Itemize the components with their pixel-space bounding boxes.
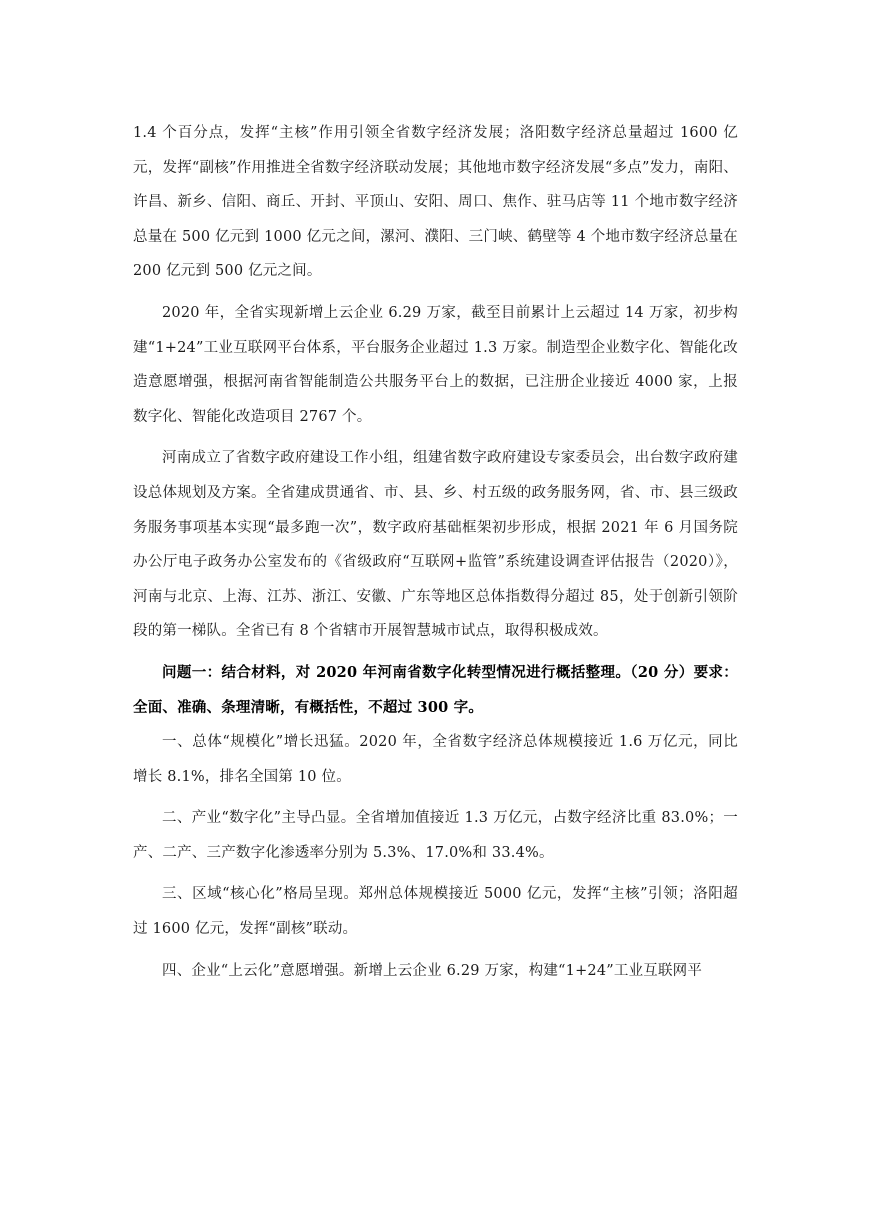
answer-point-4: 四、企业“上云化”意愿增强。新增上云企业 6.29 万家，构建“1+24”工业互联网平 (162, 962, 703, 979)
answer-point-1: 一、总体“规模化”增长迅猛。2020 年，全省数字经济总体规模接近 1.6 万亿元，同比增长 8.1%，排名全国第 10 位。 (133, 734, 738, 785)
paragraph-digital-economy-cities: 1.4 个百分点，发挥“主核”作用引领全省数字经济发展；洛阳数字经济总量超过 1600 亿元，发挥“副核”作用推进全省数字经济联动发展；其他地市数字经济发展“多点”发力，南阳、许昌、新乡、信阳、商丘、开封、平顶山、安阳、周口、焦作、驻马店等 11 个地市数字经济总量在 500 亿元到 1000 亿元之间，漯河、濮阳、三门峡、鹤壁等 4 个地市数字经济总量在 200 亿元到 500 亿元之间。 (133, 125, 738, 280)
question-one: 问题一：结合材料，对 2020 年河南省数字化转型情况进行概括整理。（20 分）要求：全面、准确、条理清晰，有概括性，不超过 300 字。 (133, 663, 738, 716)
answer-point-2: 二、产业“数字化”主导凸显。全省增加值接近 1.3 万亿元，占数字经济比重 83.0%；一产、二产、三产数字化渗透率分别为 5.3%、17.0%和 33.4%。 (133, 810, 738, 861)
answer-point-3: 三、区域“核心化”格局呈现。郑州总体规模接近 5000 亿元，发挥“主核”引领；洛阳超过 1600 亿元，发挥“副核”联动。 (133, 886, 738, 938)
document-body (133, 116, 738, 988)
paragraph-cloud-enterprises: 2020 年，全省实现新增上云企业 6.29 万家，截至目前累计上云超过 14 万家，初步构建“1+24”工业互联网平台体系，平台服务企业超过 1.3 万家。制造型企业数字化、智能化改造意愿增强，根据河南省智能制造公共服务平台上的数据，已注册企业接近 4000 家，上报数字化、智能化改造项目 2767 个。 (133, 304, 738, 425)
paragraph-digital-government: 河南成立了省数字政府建设工作小组，组建省数字政府建设专家委员会，出台数字政府建设总体规划及方案。全省建成贯通省、市、县、乡、村五级的政务服务网，省、市、县三级政务服务事项基本实现“最多跑一次”，数字政府基础框架初步形成，根据 2021 年 6 月国务院办公厅电子政务办公室发布的《省级政府“互联网+监管”系统建设调查评估报告（2020）》，河南与北京、上海、江苏、浙江、安徽、广东等地区总体指数得分超过 85，处于创新引领阶段的第一梯队。全省已有 8 个省辖市开展智慧城市试点，取得积极成效。 (133, 450, 738, 640)
